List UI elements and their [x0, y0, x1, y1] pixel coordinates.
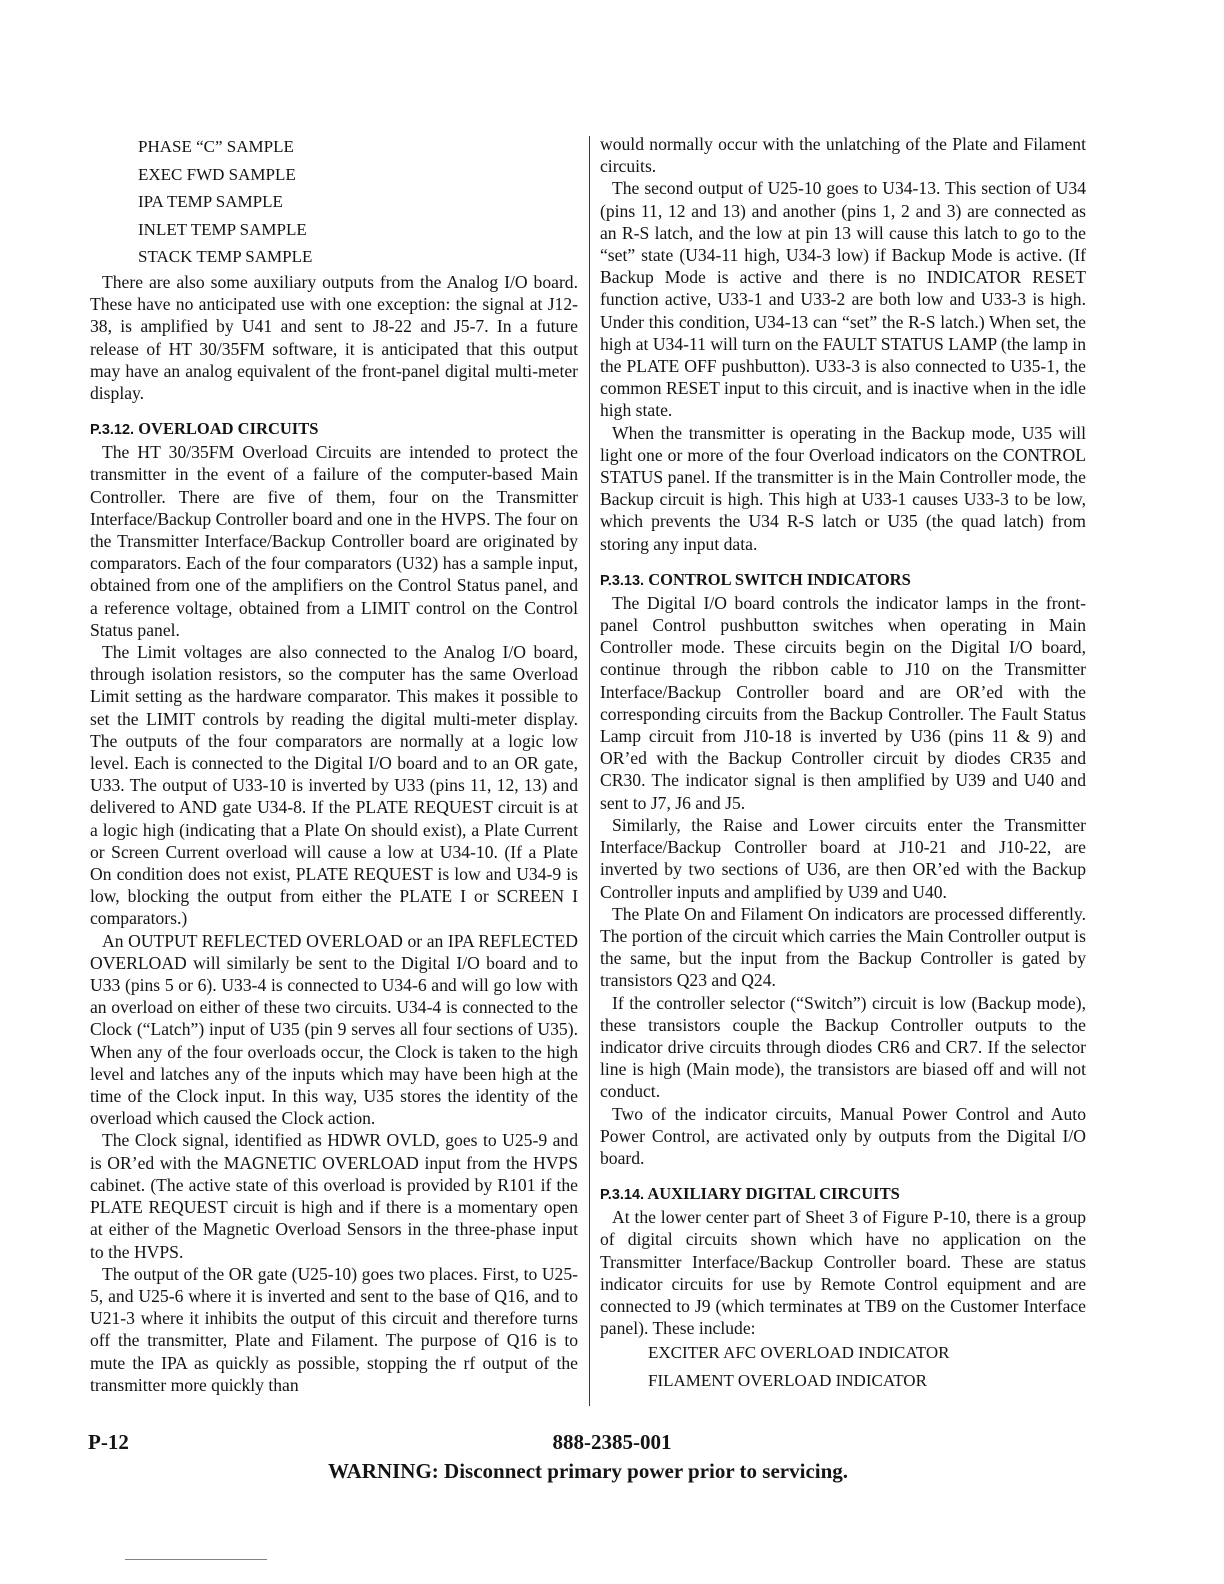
paragraph: Similarly, the Raise and Lower circuits enter the Transmitter Interface/Backup Controller board at J10-21 and J10-22, are inverted by two sections of U36, are then OR’ed with the Backup Controller inputs and amplified by U39 and U40. [600, 814, 1086, 902]
indicator-list [600, 1339, 1086, 1395]
list-item: EXEC FWD SAMPLE [138, 164, 296, 184]
list-item: FILAMENT OVERLOAD INDICATOR [648, 1371, 927, 1391]
section-heading-aux-digital [600, 1183, 1086, 1206]
paragraph: Two of the indicator circuits, Manual Power Control and Auto Power Control, are activated only by outputs from the Digital I/O board. [600, 1103, 1086, 1168]
right-column [600, 133, 1086, 1395]
list-item: INLET TEMP SAMPLE [138, 219, 307, 239]
list-item: IPA TEMP SAMPLE [138, 192, 283, 212]
page-number: P-12 [88, 1430, 129, 1454]
paragraph: The Clock signal, identified as HDWR OVLD, goes to U25-9 and is OR’ed with the MAGNETIC OVERLOAD input from the HVPS cabinet. (The active state of this overload is provided by R101 if the PLATE REQUEST circuit is high and if there is a momentary open at either of the Magnetic Overload Sensors in the three-phase input to the HVPS. [90, 1130, 578, 1262]
column-divider [589, 136, 590, 1406]
left-column [90, 133, 578, 1396]
section-number: P.3.13. [600, 572, 645, 589]
paragraph: The Digital I/O board controls the indicator lamps in the front-panel Control pushbutton switches when operating in Main Controller mode. These circuits begin on the Digital I/O board, continue through the ribbon cable to J10 on the Transmitter Interface/Backup Controller board and are OR’ed with the corresponding circuits from the Backup Controller. The Fault Status Lamp circuit from J10-18 is inverted by U36 (pins 11 & 9) and OR’ed with the Backup Controller circuit by diodes CR35 and CR30. The indicator signal is then amplified by U39 and U40 and sent to J7, J6 and J5. [600, 592, 1086, 813]
paragraph: At the lower center part of Sheet 3 of Figure P-10, there is a group of digital circuits shown which have no application on the Transmitter Interface/Backup Controller board. These are status indicator circuits for use by Remote Control equipment and are connected to J9 (which terminates at TB9 on the Customer Interface panel). These include: [600, 1207, 1086, 1339]
section-title: OVERLOAD CIRCUITS [138, 419, 319, 439]
list-item: STACK TEMP SAMPLE [138, 247, 313, 267]
warning-notice: WARNING: Disconnect primary power prior to servicing. [327, 1459, 849, 1483]
paragraph: The Limit voltages are also connected to the Analog I/O board, through isolation resistors, so the computer has the same Overload Limit setting as the hardware comparator. This makes it possible to set the LIMIT controls by reading the digital multi-meter display. The outputs of the four comparators are normally at a logic low level. Each is connected to the Digital I/O board and to an OR gate, U33. The output of U33-10 is inverted by U33 (pins 11, 12, 13) and delivered to AND gate U34-8. If the PLATE REQUEST circuit is at a logic high (indicating that a Plate On should exist), a Plate Current or Screen Current overload will cause a low at U34-10. (If a Plate On condition does not exist, PLATE REQUEST is low and U34-9 is low, blocking the output from either the PLATE I or SCREEN I comparators.) [90, 642, 578, 929]
sample-list [90, 133, 578, 271]
paragraph: The Plate On and Filament On indicators are processed differently. The portion of the circuit which carries the Main Controller output is the same, but the input from the Backup Controller is gated by transistors Q23 and Q24. [600, 903, 1086, 991]
paragraph: An OUTPUT REFLECTED OVERLOAD or an IPA REFLECTED OVERLOAD will similarly be sent to the Digital I/O board and to U33 (pins 5 or 6). U33-4 is connected to U34-6 and will go low with an overload on either of these two circuits. U34-4 is connected to the Clock (“Latch”) input of U35 (pin 9 serves all four sections of U35). When any of the four overloads occur, the Clock is taken to the high level and latches any of the inputs which may have been high at the time of the Clock input. In this way, U35 stores the identity of the overload which caused the Clock action. [90, 930, 578, 1129]
section-title: AUXILIARY DIGITAL CIRCUITS [647, 1184, 900, 1204]
list-item: EXCITER AFC OVERLOAD INDICATOR [648, 1343, 950, 1363]
paragraph: If the controller selector (“Switch”) circuit is low (Backup mode), these transistors couple the Backup Controller outputs to the indicator drive circuits through diodes CR6 and CR7. If the selector line is high (Main mode), the transistors are biased off and will not conduct. [600, 992, 1086, 1102]
paragraph-continued: would normally occur with the unlatching of the Plate and Filament circuits. [600, 134, 1086, 177]
section-number: P.3.14. [600, 1187, 645, 1204]
paragraph: The output of the OR gate (U25-10) goes two places. First, to U25-5, and U25-6 where it is inverted and sent to the base of Q16, and to U21-3 where it inhibits the output of this circuit and therefore turns off the transmitter, Plate and Filament. The purpose of Q16 is to mute the IPA as quickly as possible, stopping the rf output of the transmitter more quickly than [90, 1263, 578, 1395]
paragraph: The second output of U25-10 goes to U34-13. This section of U34 (pins 11, 12 and 13) and another (pins 1, 2 and 3) are connected as an R-S latch, and the low at pin 13 will cause this latch to go to the “set” state (U34-11 high, U34-3 low) if Backup Mode is active. (If Backup Mode is active and there is no INDICATOR RESET function active, U33-1 and U33-2 are both low and U33-3 is high. Under this condition, U34-13 can “set” the R-S latch.) When set, the high at U34-11 will turn on the FAULT STATUS LAMP (the lamp in the PLATE OFF pushbutton). U33-3 is also connected to U35-1, the common RESET input to this circuit, and is inactive when in the idle high state. [600, 178, 1086, 421]
section-heading-overload [90, 418, 578, 441]
section-title: CONTROL SWITCH INDICATORS [648, 569, 911, 589]
paragraph: The HT 30/35FM Overload Circuits are intended to protect the transmitter in the event of a failure of the computer-based Main Controller. There are five of them, four on the Transmitter Interface/Backup Controller board and one in the HVPS. The four on the Transmitter Interface/Backup Controller board are originated by comparators. Each of the four comparators (U32) has a sample input, obtained from one of the amplifiers on the Control Status panel, and a reference voltage, obtained from a LIMIT control on the Control Status panel. [90, 442, 578, 640]
section-heading-control-switch [600, 569, 1086, 592]
list-item: PHASE “C” SAMPLE [138, 137, 294, 156]
footnote-rule [125, 1559, 267, 1560]
section-number: P.3.12. [90, 422, 135, 439]
paragraph: When the transmitter is operating in the Backup mode, U35 will light one or more of the four Overload indicators on the CONTROL STATUS panel. If the transmitter is in the Main Controller mode, the Backup circuit is high. This high at U33-1 causes U33-3 to be low, which prevents the U34 R-S latch or U35 (the quad latch) from storing any input data. [600, 422, 1086, 554]
paragraph-aux-outputs: There are also some auxiliary outputs from the Analog I/O board. These have no anticipated use with one exception: the signal at J12-38, is amplified by U41 and sent to J8-22 and J5-7. In a future release of HT 30/35FM software, it is anticipated that this output may have an analog equivalent of the front-panel digital multi-meter display. [90, 271, 578, 403]
document-number: 888-2385-001 [552, 1430, 672, 1454]
